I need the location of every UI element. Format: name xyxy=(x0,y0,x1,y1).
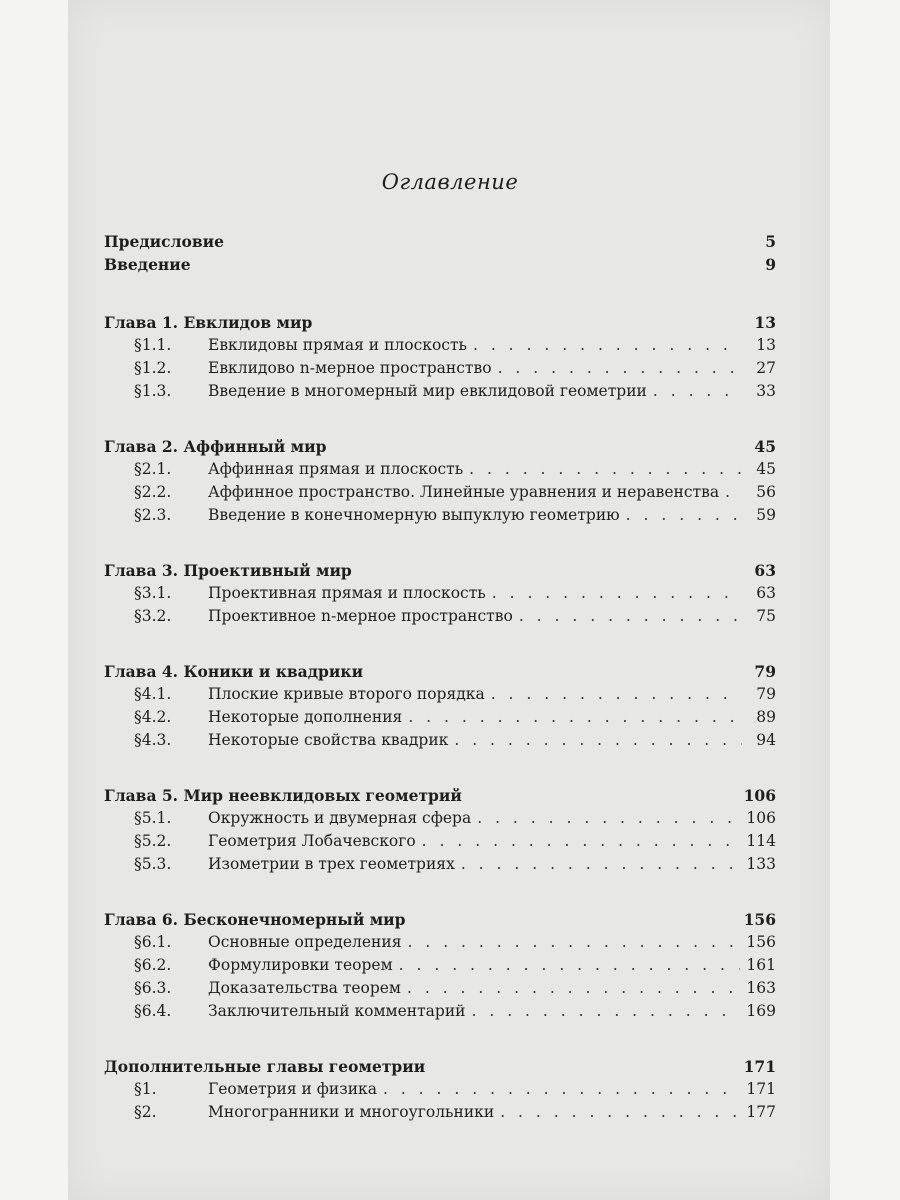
toc-section xyxy=(104,977,776,1000)
toc-chapter-label: Глава 4. Коники и квадрики xyxy=(104,662,364,681)
leader-dots xyxy=(477,807,740,830)
leader-dots xyxy=(407,931,740,954)
toc-section xyxy=(104,582,776,605)
toc-section-page: 133 xyxy=(746,855,776,873)
toc-section-page: 45 xyxy=(756,460,776,478)
toc-section-label: Многогранники и многоугольники xyxy=(208,1103,495,1121)
toc-chapter-label: Глава 1. Евклидов мир xyxy=(104,313,313,332)
toc-section-page: 163 xyxy=(746,979,776,997)
toc-section xyxy=(104,853,776,876)
toc-entry-page: 5 xyxy=(765,232,776,251)
toc-section-label: Введение в конечномерную выпуклую геометрию xyxy=(208,506,620,524)
leader-dots xyxy=(626,504,742,527)
toc-chapter-page: 45 xyxy=(754,437,776,456)
toc-chapter-label: Дополнительные главы геометрии xyxy=(104,1057,426,1076)
leader-dots xyxy=(408,706,742,729)
toc-entry-page: 9 xyxy=(765,255,776,274)
toc-chapter-label: Глава 5. Мир неевклидовых геометрий xyxy=(104,786,462,805)
leader-dots xyxy=(469,458,742,481)
toc-section-label: Аффинная прямая и плоскость xyxy=(208,460,464,478)
toc-section-label: Евклидово n-мерное пространство xyxy=(208,359,492,377)
toc-chapter-label: Глава 6. Бесконечномерный мир xyxy=(104,910,406,929)
leader-dots xyxy=(472,1000,741,1023)
toc-section xyxy=(104,334,776,357)
toc-entry-preface xyxy=(104,230,776,253)
toc-section xyxy=(104,605,776,628)
toc-section-page: 177 xyxy=(746,1103,776,1121)
table-of-contents xyxy=(104,230,776,1124)
leader-dots xyxy=(422,830,741,853)
leader-dots xyxy=(498,357,742,380)
leader-dots xyxy=(491,683,742,706)
toc-section-page: 156 xyxy=(746,933,776,951)
toc-section-label: Проективное n-мерное пространство xyxy=(208,607,513,625)
toc-section-page: 33 xyxy=(756,382,776,400)
toc-section-number: §1.3. xyxy=(134,382,172,400)
toc-section-label: Геометрия и физика xyxy=(208,1080,377,1098)
toc-section-number: §2. xyxy=(134,1103,157,1121)
toc-entry-introduction xyxy=(104,253,776,276)
toc-section xyxy=(104,729,776,752)
toc-section-label: Некоторые свойства квадрик xyxy=(208,731,449,749)
toc-section-page: 27 xyxy=(756,359,776,377)
toc-section-label: Плоские кривые второго порядка xyxy=(208,685,485,703)
toc-section-page: 171 xyxy=(746,1080,776,1098)
toc-section-label: Введение в многомерный мир евклидовой геометрии xyxy=(208,382,647,400)
toc-section-label: Некоторые дополнения xyxy=(208,708,403,726)
leader-dots xyxy=(519,605,742,628)
toc-section-number: §4.1. xyxy=(134,685,172,703)
toc-chapter xyxy=(104,1055,776,1078)
toc-section-page: 94 xyxy=(756,731,776,749)
toc-section-page: 13 xyxy=(756,336,776,354)
toc-section xyxy=(104,504,776,527)
toc-section-page: 59 xyxy=(756,506,776,524)
toc-chapter xyxy=(104,908,776,931)
toc-section-page: 56 xyxy=(756,483,776,501)
toc-section-number: §4.2. xyxy=(134,708,172,726)
leader-dots xyxy=(461,853,741,876)
leader-dots xyxy=(653,380,742,403)
toc-section xyxy=(104,481,776,504)
toc-entry-label: Предисловие xyxy=(104,232,224,251)
toc-section-number: §3.2. xyxy=(134,607,172,625)
toc-chapter xyxy=(104,559,776,582)
toc-section xyxy=(104,380,776,403)
toc-section xyxy=(104,683,776,706)
toc-section xyxy=(104,1000,776,1023)
toc-section-label: Аффинное пространство. Линейные уравнения и неравенства xyxy=(208,483,720,501)
toc-section xyxy=(104,1078,776,1101)
toc-section-page: 89 xyxy=(756,708,776,726)
toc-chapter xyxy=(104,660,776,683)
toc-section-number: §2.3. xyxy=(134,506,172,524)
toc-section xyxy=(104,954,776,977)
toc-section-label: Геометрия Лобачевского xyxy=(208,832,416,850)
toc-chapter-page: 63 xyxy=(754,561,776,580)
toc-section-number: §5.1. xyxy=(134,809,172,827)
leader-dots xyxy=(383,1078,740,1101)
toc-section xyxy=(104,931,776,954)
toc-section-number: §1.1. xyxy=(134,336,172,354)
toc-section-label: Заключительный комментарий xyxy=(208,1002,466,1020)
toc-section-number: §6.2. xyxy=(134,956,172,974)
toc-section-page: 114 xyxy=(746,832,776,850)
toc-section xyxy=(104,357,776,380)
toc-section-page: 161 xyxy=(746,956,776,974)
toc-section-number: §1. xyxy=(134,1080,157,1098)
toc-section-number: §5.2. xyxy=(134,832,172,850)
toc-section-page: 79 xyxy=(756,685,776,703)
toc-section-number: §3.1. xyxy=(134,584,172,602)
leader-dots xyxy=(454,729,742,752)
toc-chapter-label: Глава 3. Проективный мир xyxy=(104,561,352,580)
toc-section-page: 63 xyxy=(756,584,776,602)
page-title: Оглавление xyxy=(381,170,519,194)
toc-section-number: §6.1. xyxy=(134,933,172,951)
toc-section-label: Основные определения xyxy=(208,933,402,951)
toc-section-number: §6.4. xyxy=(134,1002,172,1020)
toc-section-number: §2.1. xyxy=(134,460,172,478)
toc-section-number: §1.2. xyxy=(134,359,172,377)
leader-dots xyxy=(725,481,742,504)
toc-section-number: §6.3. xyxy=(134,979,172,997)
toc-chapter-page: 79 xyxy=(754,662,776,681)
toc-chapter-page: 171 xyxy=(743,1057,776,1076)
toc-chapter xyxy=(104,311,776,334)
toc-section-label: Формулировки теорем xyxy=(208,956,393,974)
toc-section-label: Проективная прямая и плоскость xyxy=(208,584,486,602)
toc-section-label: Окружность и двумерная сфера xyxy=(208,809,472,827)
leader-dots xyxy=(399,954,741,977)
toc-chapter-page: 106 xyxy=(743,786,776,805)
toc-chapter-page: 13 xyxy=(754,313,776,332)
leader-dots xyxy=(473,334,742,357)
toc-section-number: §2.2. xyxy=(134,483,172,501)
toc-section-number: §5.3. xyxy=(134,855,172,873)
toc-section xyxy=(104,807,776,830)
toc-chapter-label: Глава 2. Аффинный мир xyxy=(104,437,327,456)
toc-section-label: Доказательства теорем xyxy=(208,979,401,997)
leader-dots xyxy=(492,582,742,605)
toc-section-label: Изометрии в трех геометриях xyxy=(208,855,455,873)
toc-section-page: 169 xyxy=(746,1002,776,1020)
toc-section-number: §4.3. xyxy=(134,731,172,749)
toc-section xyxy=(104,1101,776,1124)
toc-chapter-page: 156 xyxy=(743,910,776,929)
toc-section-page: 106 xyxy=(746,809,776,827)
toc-section-page: 75 xyxy=(756,607,776,625)
toc-chapter xyxy=(104,435,776,458)
toc-chapter xyxy=(104,784,776,807)
toc-entry-label: Введение xyxy=(104,255,191,274)
toc-section xyxy=(104,458,776,481)
leader-dots xyxy=(500,1101,740,1124)
leader-dots xyxy=(407,977,740,1000)
toc-section-label: Евклидовы прямая и плоскость xyxy=(208,336,467,354)
toc-section xyxy=(104,706,776,729)
toc-section xyxy=(104,830,776,853)
